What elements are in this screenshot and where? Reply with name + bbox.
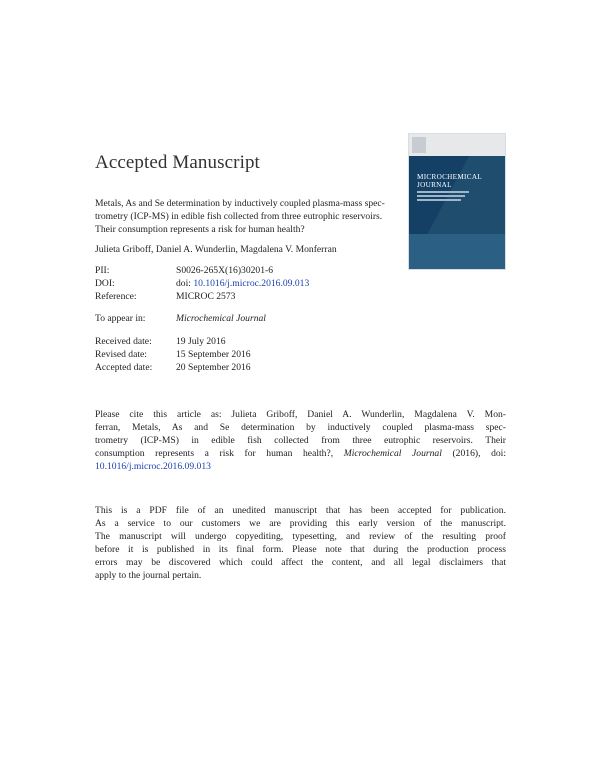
notice-line: The manuscript will undergo copyediting, typesetting, and review of the resulting proof	[95, 530, 506, 542]
citation-line	[95, 448, 506, 461]
revised-value: 15 September 2016	[176, 348, 251, 360]
journal-cover	[409, 134, 505, 269]
citation-text: (2016), doi:	[441, 447, 506, 459]
article-title	[95, 197, 401, 236]
citation-paragraph	[95, 409, 506, 474]
cover-title-line: JOURNAL	[417, 181, 452, 189]
journal-name: Microchemical Journal	[176, 313, 266, 324]
appear-label: To appear in:	[95, 313, 146, 324]
cover-title-line: MICROCHEMICAL	[417, 173, 482, 181]
citation-journal: Microchemical Journal	[343, 447, 442, 459]
notice-line: before it is published in its final form. Please note that during the production process	[95, 543, 506, 555]
received-value: 19 July 2016	[176, 336, 226, 347]
notice-line: This is a PDF file of an unedited manuscript that has been accepted for publication.	[95, 505, 506, 516]
doi-label: DOI:	[95, 277, 115, 289]
cover-title	[417, 173, 482, 189]
citation-line	[95, 461, 506, 474]
doi-value	[176, 278, 309, 291]
received-label: Received date:	[95, 336, 152, 347]
reference-label: Reference:	[95, 290, 137, 302]
publisher-logo-icon	[412, 137, 426, 153]
citation-line: Please cite this article as: Julieta Griboff, Daniel A. Wunderlin, Magdalena V. Mon-	[95, 409, 506, 420]
cover-top-band	[409, 134, 505, 156]
accepted-value: 20 September 2016	[176, 361, 251, 373]
revised-label: Revised date:	[95, 348, 147, 360]
cover-subtitle	[417, 191, 479, 201]
doi-prefix: doi:	[176, 277, 194, 289]
title-line: Metals, As and Se determination by inductively coupled plasma-mass spec-	[95, 198, 385, 209]
notice-paragraph	[95, 505, 506, 582]
notice-line: errors may be discovered which could affect the content, and all legal disclaimers that	[95, 556, 506, 568]
reference-value: MICROC 2573	[176, 290, 236, 302]
citation-line: ferran, Metals, As and Se determination by inductively coupled plasma-mass spec-	[95, 421, 506, 433]
accepted-label: Accepted date:	[95, 361, 153, 373]
citation-line: trometry (ICP-MS) in edible fish collected from three eutrophic reservoirs. Their	[95, 434, 506, 446]
notice-line: apply to the journal pertain.	[95, 569, 202, 581]
authors: Julieta Griboff, Daniel A. Wunderlin, Magdalena V. Monferran	[95, 244, 337, 255]
pii-value: S0026-265X(16)30201-6	[176, 265, 273, 276]
citation-text: consumption represents a risk for human health?,	[95, 447, 344, 459]
page-heading: Accepted Manuscript	[95, 152, 260, 173]
title-line: Their consumption represents a risk for human health?	[95, 224, 305, 235]
cover-bottom-panel	[409, 234, 505, 269]
notice-line: As a service to our customers we are providing this early version of the manuscript.	[95, 517, 506, 529]
pii-label: PII:	[95, 265, 110, 276]
doi-link[interactable]: 10.1016/j.microc.2016.09.013	[193, 277, 310, 289]
title-line: trometry (ICP-MS) in edible fish collected from three eutrophic reservoirs.	[95, 211, 383, 222]
citation-doi-link[interactable]: 10.1016/j.microc.2016.09.013	[95, 460, 211, 472]
